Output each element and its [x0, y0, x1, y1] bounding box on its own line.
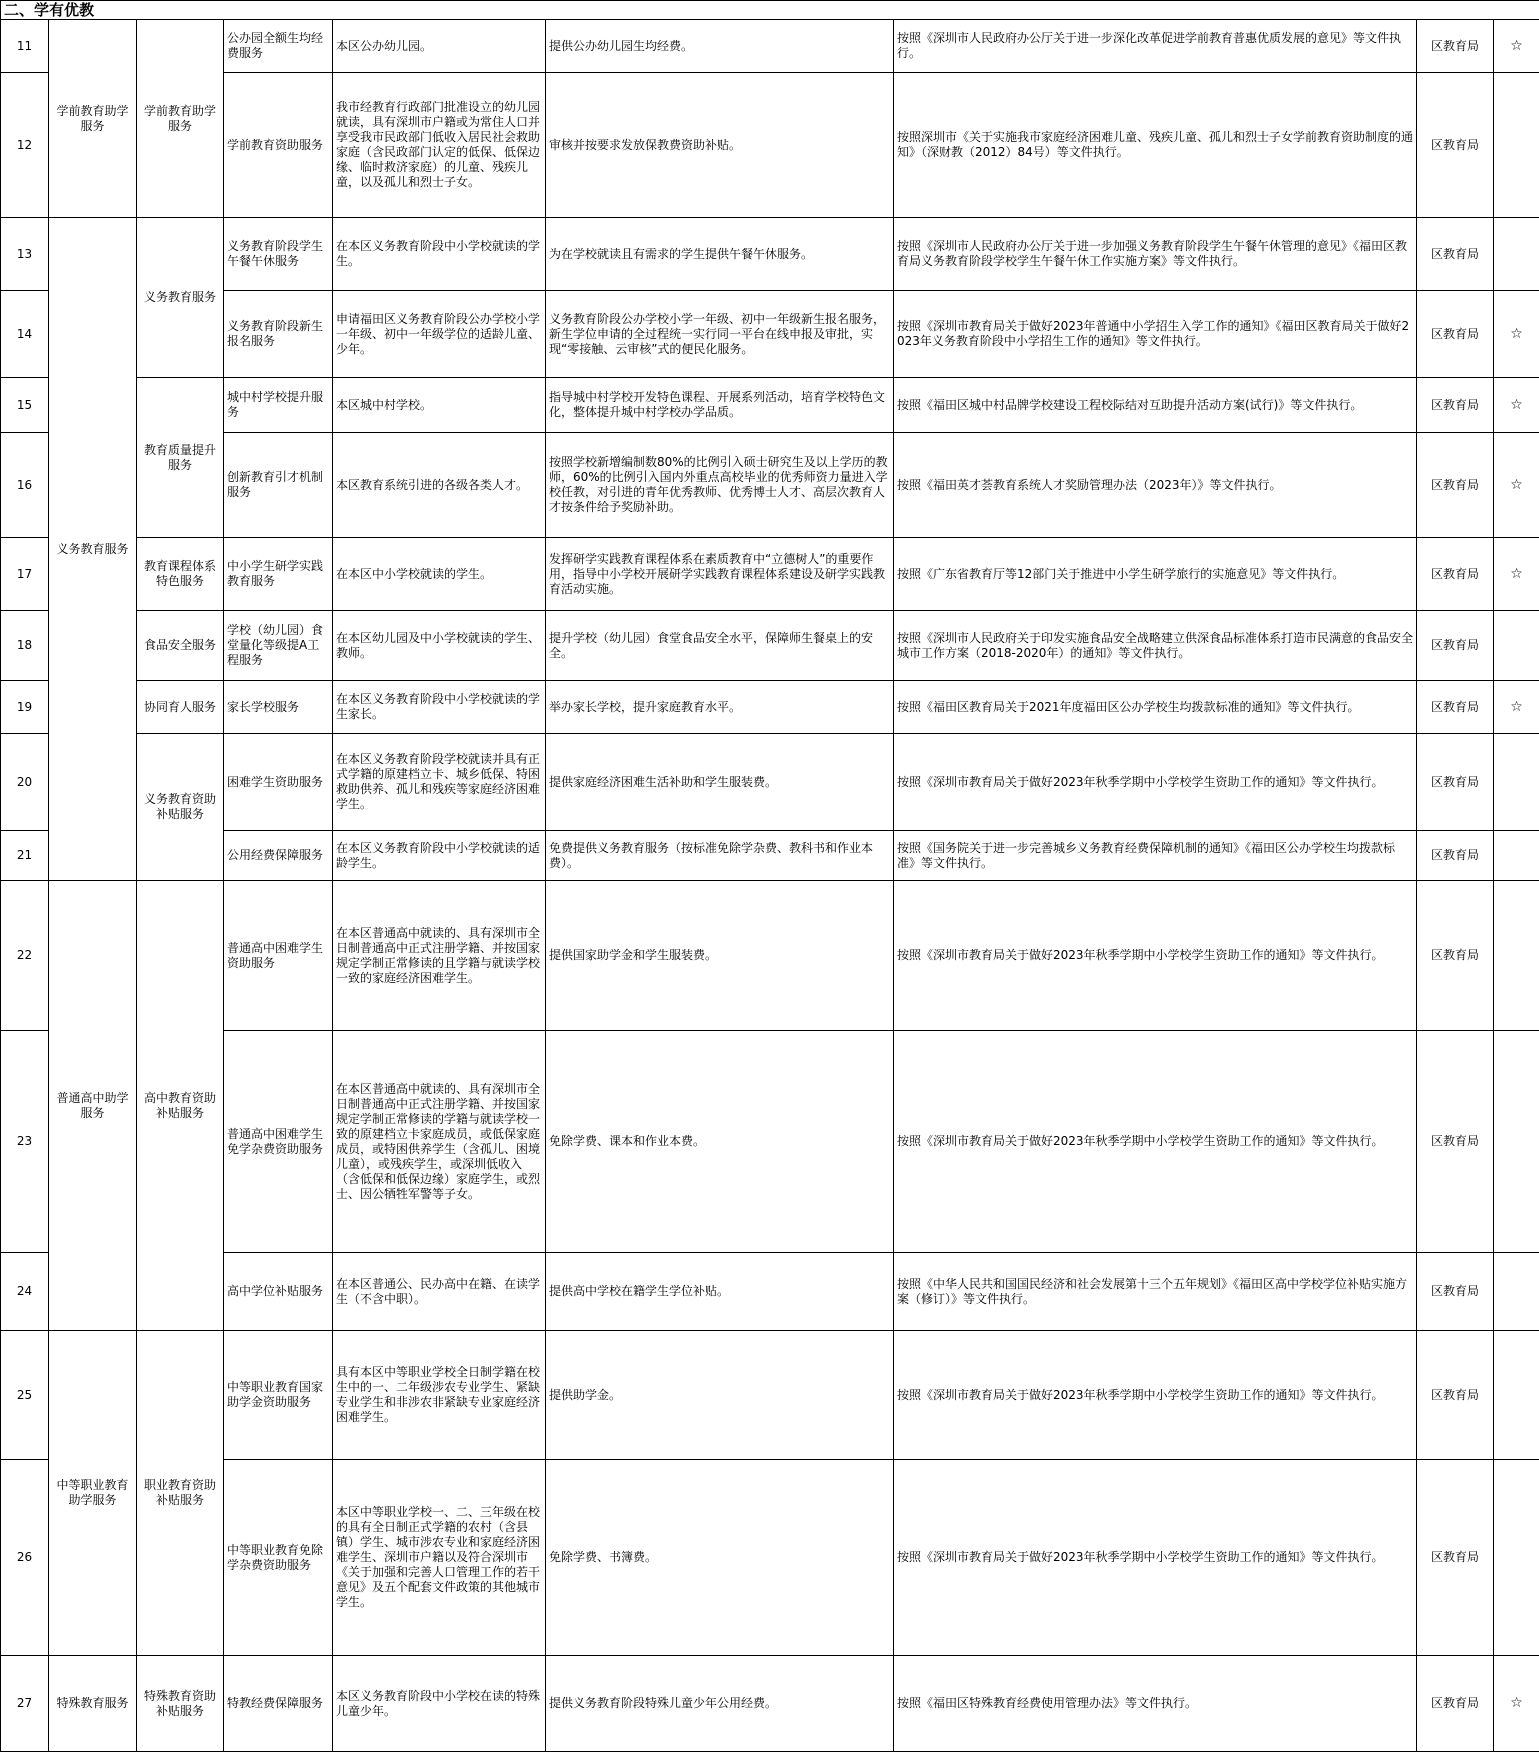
department: 区教育局 — [1417, 734, 1494, 831]
service-content: 提供家庭经济困难生活补助和学生服装费。 — [546, 734, 894, 831]
row-number: 23 — [1, 1031, 49, 1253]
section-header-row — [1, 1, 1539, 20]
department: 区教育局 — [1417, 433, 1494, 538]
service-target: 申请福田区义务教育阶段公办学校小学一年级、初中一年级学位的适龄儿童、少年。 — [333, 291, 546, 378]
table-row — [1, 881, 1539, 1031]
table-row — [1, 681, 1539, 734]
service-content: 举办家长学校，提升家庭教育水平。 — [546, 681, 894, 734]
service-content: 为在学校就读且有需求的学生提供午餐午休服务。 — [546, 218, 894, 291]
service-basis: 按照《福田区特殊教育经费使用管理办法》等文件执行。 — [894, 1656, 1417, 1752]
star-icon: ☆ — [1494, 433, 1539, 538]
service-item: 义务教育阶段学生午餐午休服务 — [224, 218, 333, 291]
category-level2: 义务教育服务 — [137, 218, 224, 378]
service-basis: 按照《深圳市教育局关于做好2023年秋季学期中小学校学生资助工作的通知》等文件执行。 — [894, 881, 1417, 1031]
service-basis: 按照《福田区教育局关于2021年度福田区公办学校生均拨款标准的通知》等文件执行。 — [894, 681, 1417, 734]
service-item: 公用经费保障服务 — [224, 831, 333, 881]
service-basis: 按照《福田英才荟教育系统人才奖励管理办法（2023年）》等文件执行。 — [894, 433, 1417, 538]
star-icon: ☆ — [1494, 291, 1539, 378]
service-target: 在本区中小学校就读的学生。 — [333, 538, 546, 611]
department: 区教育局 — [1417, 20, 1494, 73]
service-target: 本区公办幼儿园。 — [333, 20, 546, 73]
star-icon — [1494, 218, 1539, 291]
department: 区教育局 — [1417, 291, 1494, 378]
service-target: 在本区义务教育阶段学校就读并具有正式学籍的原建档立卡、城乡低保、特困救助供养、孤儿和残疾等家庭经济困难学生。 — [333, 734, 546, 831]
service-item: 创新教育引才机制服务 — [224, 433, 333, 538]
table-row — [1, 291, 1539, 378]
service-target: 具有本区中等职业学校全日制学籍在校生中的一、二年级涉农专业学生、紧缺专业学生和非涉农非紧缺专业家庭经济困难学生。 — [333, 1331, 546, 1460]
row-number: 20 — [1, 734, 49, 831]
row-number: 14 — [1, 291, 49, 378]
table-row — [1, 433, 1539, 538]
category-level1: 中等职业教育助学服务 — [49, 1331, 137, 1656]
service-content: 按照学校新增编制数80%的比例引入硕士研究生及以上学历的教师，60%的比例引入国内外重点高校毕业的优秀师资力量进入学校任教，对引进的青年优秀教师、优秀博士人才、高层次教育人才按条件给予奖励补助。 — [546, 433, 894, 538]
service-content: 免除学费、课本和作业本费。 — [546, 1031, 894, 1253]
table-row — [1, 1331, 1539, 1460]
row-number: 11 — [1, 20, 49, 73]
service-target: 本区教育系统引进的各级各类人才。 — [333, 433, 546, 538]
service-item: 义务教育阶段新生报名服务 — [224, 291, 333, 378]
row-number: 17 — [1, 538, 49, 611]
service-item: 学前教育资助服务 — [224, 73, 333, 218]
star-icon — [1494, 611, 1539, 681]
table-row — [1, 73, 1539, 218]
table-row — [1, 611, 1539, 681]
service-basis: 按照《深圳市教育局关于做好2023年秋季学期中小学校学生资助工作的通知》等文件执行。 — [894, 1331, 1417, 1460]
row-number: 13 — [1, 218, 49, 291]
star-icon — [1494, 1460, 1539, 1656]
service-basis: 按照深圳市《关于实施我市家庭经济困难儿童、残疾儿童、孤儿和烈士子女学前教育资助制度的通知》（深财教（2012）84号）等文件执行。 — [894, 73, 1417, 218]
category-level1: 义务教育服务 — [49, 218, 137, 881]
department: 区教育局 — [1417, 73, 1494, 218]
service-item: 普通高中困难学生免学杂费资助服务 — [224, 1031, 333, 1253]
star-icon: ☆ — [1494, 20, 1539, 73]
star-icon — [1494, 1253, 1539, 1331]
table-row — [1, 734, 1539, 831]
service-target: 在本区义务教育阶段中小学校就读的适龄学生。 — [333, 831, 546, 881]
service-content: 提供助学金。 — [546, 1331, 894, 1460]
category-level2: 学前教育助学服务 — [137, 20, 224, 218]
service-content: 免除学费、书簿费。 — [546, 1460, 894, 1656]
service-content: 指导城中村学校开发特色课程、开展系列活动，培育学校特色文化，整体提升城中村学校办学品质。 — [546, 378, 894, 433]
service-target: 在本区普通高中就读的、具有深圳市全日制普通高中正式注册学籍、并按国家规定学制正常修读的且学籍与就读学校一致的家庭经济困难学生。 — [333, 881, 546, 1031]
department: 区教育局 — [1417, 1253, 1494, 1331]
star-icon — [1494, 1331, 1539, 1460]
star-icon — [1494, 831, 1539, 881]
service-target: 我市经教育行政部门批准设立的幼儿园就读，具有深圳市户籍或为常住人口并享受我市民政部门低收入居民社会救助家庭（含民政部门认定的低保、低保边缘、临时救济家庭）的儿童、残疾儿童，以及孤儿和烈士子女。 — [333, 73, 546, 218]
star-icon: ☆ — [1494, 538, 1539, 611]
department: 区教育局 — [1417, 1031, 1494, 1253]
service-basis: 按照《国务院关于进一步完善城乡义务教育经费保障机制的通知》《福田区公办学校生均拨款标准》等文件执行。 — [894, 831, 1417, 881]
service-item: 城中村学校提升服务 — [224, 378, 333, 433]
category-level2: 协同育人服务 — [137, 681, 224, 734]
service-item: 中等职业教育免除学杂费资助服务 — [224, 1460, 333, 1656]
service-basis: 按照《深圳市教育局关于做好2023年普通中小学招生入学工作的通知》《福田区教育局关于做好2023年义务教育阶段中小学招生工作的通知》等文件执行。 — [894, 291, 1417, 378]
service-item: 学校（幼儿园）食堂量化等级提A工程服务 — [224, 611, 333, 681]
service-item: 中等职业教育国家助学金资助服务 — [224, 1331, 333, 1460]
service-content: 提升学校（幼儿园）食堂食品安全水平，保障师生餐桌上的安全。 — [546, 611, 894, 681]
service-content: 义务教育阶段公办学校小学一年级、初中一年级新生报名服务，新生学位申请的全过程统一实行同一平台在线申报及审批，实现“零接触、云审核”式的便民化服务。 — [546, 291, 894, 378]
service-content: 发挥研学实践教育课程体系在素质教育中“立德树人”的重要作用，指导中小学校开展研学实践教育课程体系建设及研学实践教育活动实施。 — [546, 538, 894, 611]
row-number: 26 — [1, 1460, 49, 1656]
service-target: 在本区义务教育阶段中小学校就读的学生。 — [333, 218, 546, 291]
service-basis: 按照《深圳市教育局关于做好2023年秋季学期中小学校学生资助工作的通知》等文件执行。 — [894, 734, 1417, 831]
service-item: 普通高中困难学生资助服务 — [224, 881, 333, 1031]
department: 区教育局 — [1417, 611, 1494, 681]
table-row — [1, 1460, 1539, 1656]
service-target: 本区中等职业学校一、二、三年级在校的具有全日制正式学籍的农村（含县镇）学生、城市涉农专业和家庭经济困难学生、深圳市户籍以及符合深圳市《关于加强和完善人口管理工作的若干意见》及五个配套文件政策的其他城市学生。 — [333, 1460, 546, 1656]
row-number: 27 — [1, 1656, 49, 1752]
table-row — [1, 378, 1539, 433]
service-item: 特教经费保障服务 — [224, 1656, 333, 1752]
department: 区教育局 — [1417, 881, 1494, 1031]
service-basis: 按照《中华人民共和国国民经济和社会发展第十三个五年规划》《福田区高中学校学位补贴实施方案（修订）》等文件执行。 — [894, 1253, 1417, 1331]
category-level2: 教育课程体系特色服务 — [137, 538, 224, 611]
service-item: 高中学位补贴服务 — [224, 1253, 333, 1331]
table-row — [1, 538, 1539, 611]
service-basis: 按照《深圳市人民政府办公厅关于进一步加强义务教育阶段学生午餐午休管理的意见》《福田区教育局义务教育阶段学校学生午餐午休工作实施方案》等文件执行。 — [894, 218, 1417, 291]
star-icon — [1494, 1031, 1539, 1253]
service-basis: 按照《福田区城中村品牌学校建设工程校际结对互助提升活动方案(试行)》等文件执行。 — [894, 378, 1417, 433]
service-basis: 按照《广东省教育厅等12部门关于推进中小学生研学旅行的实施意见》等文件执行。 — [894, 538, 1417, 611]
service-item: 家长学校服务 — [224, 681, 333, 734]
category-level2: 食品安全服务 — [137, 611, 224, 681]
category-level2: 职业教育资助补贴服务 — [137, 1331, 224, 1656]
row-number: 19 — [1, 681, 49, 734]
department: 区教育局 — [1417, 218, 1494, 291]
service-content: 审核并按要求发放保教费资助补贴。 — [546, 73, 894, 218]
service-content: 提供国家助学金和学生服装费。 — [546, 881, 894, 1031]
service-content: 提供高中学校在籍学生学位补贴。 — [546, 1253, 894, 1331]
department: 区教育局 — [1417, 378, 1494, 433]
star-icon — [1494, 734, 1539, 831]
category-level1: 普通高中助学服务 — [49, 881, 137, 1331]
table-row — [1, 20, 1539, 73]
service-basis: 按照《深圳市教育局关于做好2023年秋季学期中小学校学生资助工作的通知》等文件执行。 — [894, 1460, 1417, 1656]
row-number: 18 — [1, 611, 49, 681]
table-row — [1, 1253, 1539, 1331]
service-basis: 按照《深圳市人民政府办公厅关于进一步深化改革促进学前教育普惠优质发展的意见》等文件执行。 — [894, 20, 1417, 73]
service-item: 困难学生资助服务 — [224, 734, 333, 831]
table-row — [1, 218, 1539, 291]
service-target: 在本区幼儿园及中小学校就读的学生、教师。 — [333, 611, 546, 681]
service-target: 本区义务教育阶段中小学校在读的特殊儿童少年。 — [333, 1656, 546, 1752]
row-number: 24 — [1, 1253, 49, 1331]
department: 区教育局 — [1417, 681, 1494, 734]
service-target: 在本区普通高中就读的、具有深圳市全日制普通高中正式注册学籍、并按国家规定学制正常修读的学籍与就读学校一致的原建档立卡家庭成员，或低保家庭成员，或特困供养学生（含孤儿、困境儿童），或残疾学生，或深圳低收入（含低保和低保边缘）家庭学生，或烈士、因公牺牲军警等子女。 — [333, 1031, 546, 1253]
department: 区教育局 — [1417, 538, 1494, 611]
category-level2: 教育质量提升服务 — [137, 378, 224, 538]
service-basis: 按照《深圳市教育局关于做好2023年秋季学期中小学校学生资助工作的通知》等文件执行。 — [894, 1031, 1417, 1253]
row-number: 16 — [1, 433, 49, 538]
department: 区教育局 — [1417, 1331, 1494, 1460]
department: 区教育局 — [1417, 831, 1494, 881]
table-row — [1, 831, 1539, 881]
row-number: 25 — [1, 1331, 49, 1460]
category-level1: 学前教育助学服务 — [49, 20, 137, 218]
row-number: 22 — [1, 881, 49, 1031]
service-target: 本区城中村学校。 — [333, 378, 546, 433]
star-icon: ☆ — [1494, 681, 1539, 734]
row-number: 12 — [1, 73, 49, 218]
category-level1: 特殊教育服务 — [49, 1656, 137, 1752]
category-level2: 高中教育资助补贴服务 — [137, 881, 224, 1331]
row-number: 21 — [1, 831, 49, 881]
category-level2: 特殊教育资助补贴服务 — [137, 1656, 224, 1752]
star-icon: ☆ — [1494, 378, 1539, 433]
service-basis: 按照《深圳市人民政府关于印发实施食品安全战略建立供深食品标准体系打造市民满意的食品安全城市工作方案（2018-2020年）的通知》等文件执行。 — [894, 611, 1417, 681]
star-icon — [1494, 73, 1539, 218]
row-number: 15 — [1, 378, 49, 433]
department: 区教育局 — [1417, 1656, 1494, 1752]
service-content: 免费提供义务教育服务（按标准免除学杂费、教科书和作业本费）。 — [546, 831, 894, 881]
service-item: 中小学生研学实践教育服务 — [224, 538, 333, 611]
section-title: 二、学有优教 — [1, 1, 1494, 20]
service-target: 在本区义务教育阶段中小学校就读的学生家长。 — [333, 681, 546, 734]
table-row — [1, 1656, 1539, 1752]
service-item: 公办园全额生均经费服务 — [224, 20, 333, 73]
department: 区教育局 — [1417, 1460, 1494, 1656]
table-row — [1, 1031, 1539, 1253]
star-icon: ☆ — [1494, 1656, 1539, 1752]
star-icon — [1494, 881, 1539, 1031]
service-target: 在本区普通公、民办高中在籍、在读学生（不含中职）。 — [333, 1253, 546, 1331]
service-content: 提供义务教育阶段特殊儿童少年公用经费。 — [546, 1656, 894, 1752]
service-content: 提供公办幼儿园生均经费。 — [546, 20, 894, 73]
category-level2: 义务教育资助补贴服务 — [137, 734, 224, 881]
